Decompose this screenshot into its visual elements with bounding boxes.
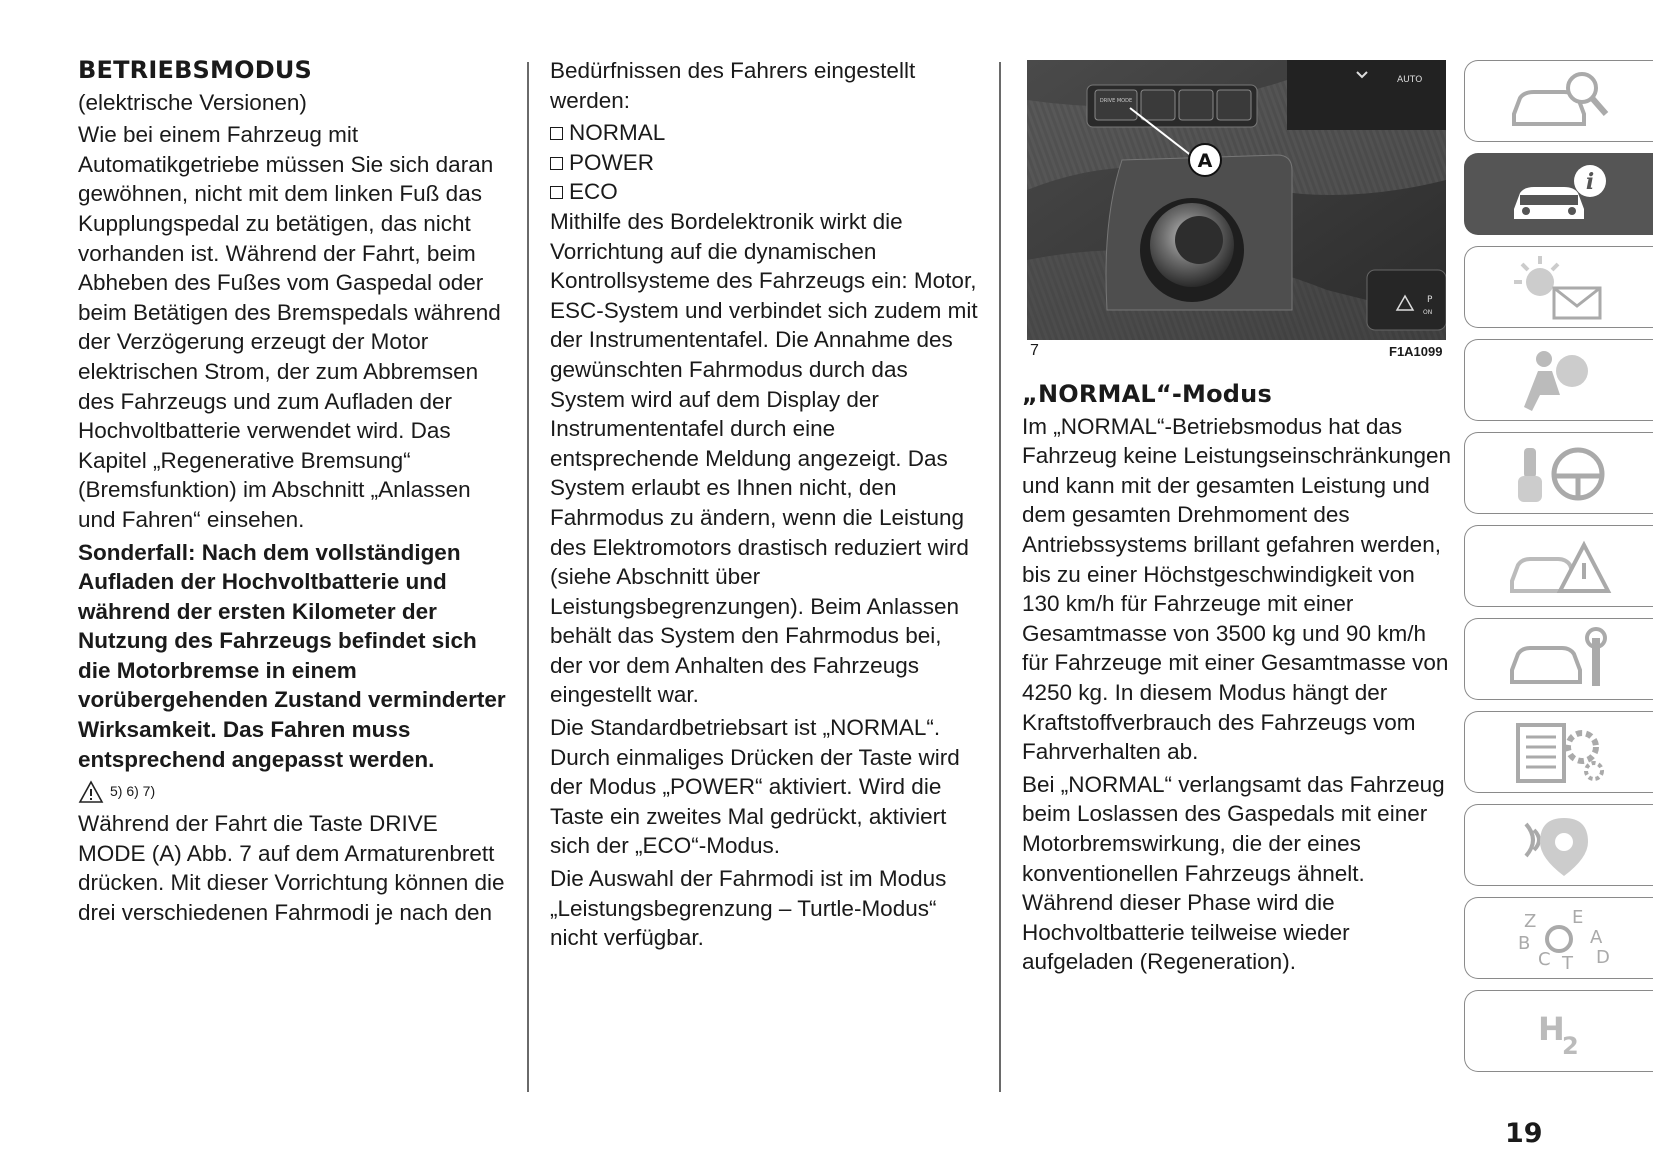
column-divider bbox=[527, 62, 529, 1092]
svg-text:E: E bbox=[1572, 907, 1584, 928]
list-item: POWER bbox=[550, 148, 980, 178]
checkbox-bullet-icon bbox=[550, 157, 563, 170]
svg-text:DRIVE MODE: DRIVE MODE bbox=[1099, 98, 1133, 104]
tab-hydrogen[interactable] bbox=[1464, 990, 1653, 1072]
page-number: 19 bbox=[1505, 1118, 1543, 1149]
car-info-icon bbox=[1504, 159, 1614, 229]
warning-triangle-icon bbox=[78, 780, 104, 804]
svg-text:B: B bbox=[1518, 933, 1531, 954]
paragraph: Bei „NORMAL“ verlangsamt das Fahrzeug beim Loslassen des Gaspedals mit einer Motorbremswirkung, die der eines konventionellen Fahrzeugs ähnelt. Während dieser Phase wird die Hochvoltbatterie teilweise wieder aufgeladen (Regeneration). bbox=[1022, 771, 1445, 975]
warning-light-message-icon bbox=[1504, 252, 1614, 322]
tab-maintenance[interactable] bbox=[1464, 618, 1653, 700]
column-3 bbox=[1022, 380, 1452, 980]
section-heading-normal-modus: „NORMAL“-Modus bbox=[1022, 380, 1272, 408]
figure-drive-mode-photo bbox=[1027, 60, 1446, 340]
dashboard-illustration bbox=[1027, 60, 1446, 340]
bold-note: Sonderfall: Nach dem vollständigen Aufladen der Hochvoltbatterie und während der ersten Kilometer der Nutzung des Fahrzeugs befindet sich die Motorbremse in einem vorübergehenden Zustand verminderter Wirksamkeit. Das Fahren muss entsprechend angepasst werden. bbox=[78, 539, 506, 772]
warning-references bbox=[78, 777, 508, 807]
tab-technical-data[interactable] bbox=[1464, 711, 1653, 793]
paragraph: Die Auswahl der Fahrmodi ist im Modus „Leistungsbegrenzung – Turtle-Modus“ nicht verfügbar. bbox=[550, 866, 947, 951]
alphabetical-index-icon bbox=[1504, 903, 1614, 973]
paragraph: Wie bei einem Fahrzeug mit Automatikgetriebe müssen Sie sich daran gewöhnen, nicht mit dem linken Fuß das Kupplungspedal zu betätigen, das nicht vorhanden ist. Während der Fahrt, beim Abheben des Fußes vom Gaspedal oder beim Betätigen des Bremspedals während der Verzögerung erzeugt der Motor elektrischen Strom, der zum Abbremsen des Fahrzeugs und zum Aufladen der Hochvoltbatterie verwendet wird. Das Kapitel „Regenerative Bremsung“ (Bremsfunktion) im Abschnitt „Anlassen und Fahren“ einsehen. bbox=[78, 122, 501, 532]
section-subtitle: (elektrische Versionen) bbox=[78, 89, 307, 115]
svg-text:ON: ON bbox=[1423, 309, 1433, 316]
data-gear-icon bbox=[1504, 717, 1614, 787]
tab-index[interactable] bbox=[1464, 897, 1653, 979]
paragraph: Die Standardbetriebsart ist „NORMAL“. Durch einmaliges Drücken der Taste wird der Modus „POWER“ aktiviert. Wird die Taste ein zweites Mal gedrückt, aktiviert sich der „ECO“-Modus. bbox=[550, 715, 960, 859]
svg-text:P: P bbox=[1427, 295, 1433, 305]
tab-safety[interactable] bbox=[1464, 339, 1653, 421]
list-item: ECO bbox=[550, 177, 980, 207]
media-music-icon bbox=[1504, 810, 1614, 880]
paragraph: Bedürfnissen des Fahrers eingestellt werden: bbox=[550, 58, 916, 113]
car-warning-triangle-icon bbox=[1504, 531, 1614, 601]
key-steering-wheel-icon bbox=[1504, 438, 1614, 508]
airbag-seat-icon bbox=[1504, 345, 1614, 415]
svg-text:2: 2 bbox=[1562, 1032, 1579, 1060]
hydrogen-icon bbox=[1504, 996, 1614, 1066]
svg-text:AUTO: AUTO bbox=[1397, 75, 1423, 85]
tab-dashboard-info[interactable] bbox=[1464, 153, 1653, 235]
paragraph: Mithilfe des Bordelektronik wirkt die Vorrichtung auf die dynamischen Kontrollsysteme des Fahrzeugs ein: Motor, ESC-System und verbindet sich zudem mit der Instrumententafel. Die Annahme des gewünschten Fahrmodus durch das System wird auf dem Display der Instrumententafel durch eine entsprechende Meldung angezeigt. Das System erlaubt es Ihnen nicht, den Fahrmodus zu ändern, wenn die Leistung des Elektromotors drastisch reduziert wird (siehe Abschnitt über Leistungsbegrenzungen). Beim Anlassen behält das System den Fahrmodus bei, der vor dem Anhalten des Fahrzeugs eingestellt war. bbox=[550, 208, 978, 708]
list-item: NORMAL bbox=[550, 118, 980, 148]
svg-text:H: H bbox=[1538, 1010, 1565, 1048]
figure-code: F1A1099 bbox=[1389, 344, 1443, 359]
tab-starting-driving[interactable] bbox=[1464, 432, 1653, 514]
checkbox-bullet-icon bbox=[550, 186, 563, 199]
svg-text:D: D bbox=[1596, 947, 1610, 968]
section-heading-betriebsmodus: BETRIEBSMODUS bbox=[78, 56, 313, 84]
tab-emergency[interactable] bbox=[1464, 525, 1653, 607]
checkbox-bullet-icon bbox=[550, 127, 563, 140]
svg-text:Z: Z bbox=[1524, 911, 1537, 932]
svg-text:T: T bbox=[1562, 953, 1573, 973]
column-divider bbox=[999, 62, 1001, 1092]
svg-text:A: A bbox=[1197, 150, 1213, 172]
svg-text:i: i bbox=[1585, 169, 1595, 195]
mode-list bbox=[550, 118, 980, 207]
tab-getting-to-know-car[interactable] bbox=[1464, 60, 1653, 142]
svg-text:A: A bbox=[1590, 927, 1603, 948]
tab-multimedia[interactable] bbox=[1464, 804, 1653, 886]
paragraph: Im „NORMAL“-Betriebsmodus hat das Fahrzeug keine Leistungseinschränkungen und kann mit der gesamten Leistung und dem gesamten Drehmoment des Antriebssystems brillant gefahren werden, bis zu einer Höchstgeschwindigkeit von 130 km/h für Fahrzeuge mit einer Gesamtmasse von 3500 kg und 90 km/h für Fahrzeuge mit einer Gesamtmasse von 4250 kg. In diesem Modus hängt der Kraftstoffverbrauch des Fahrzeugs vom Fahrverhalten ab. bbox=[1022, 413, 1452, 765]
car-wrench-icon bbox=[1504, 624, 1614, 694]
tab-safety-warnings[interactable] bbox=[1464, 246, 1653, 328]
column-1 bbox=[78, 56, 508, 931]
warning-refs-text: 5) 6) 7) bbox=[110, 783, 156, 800]
figure-number: 7 bbox=[1030, 342, 1039, 359]
car-magnifier-icon bbox=[1504, 66, 1614, 136]
svg-text:C: C bbox=[1538, 949, 1551, 970]
column-2 bbox=[550, 56, 980, 956]
paragraph: Während der Fahrt die Taste DRIVE MODE (A) Abb. 7 auf dem Armaturenbrett drücken. Mit dieser Vorrichtung können die drei verschiedenen Fahrmodi je nach den bbox=[78, 811, 505, 926]
